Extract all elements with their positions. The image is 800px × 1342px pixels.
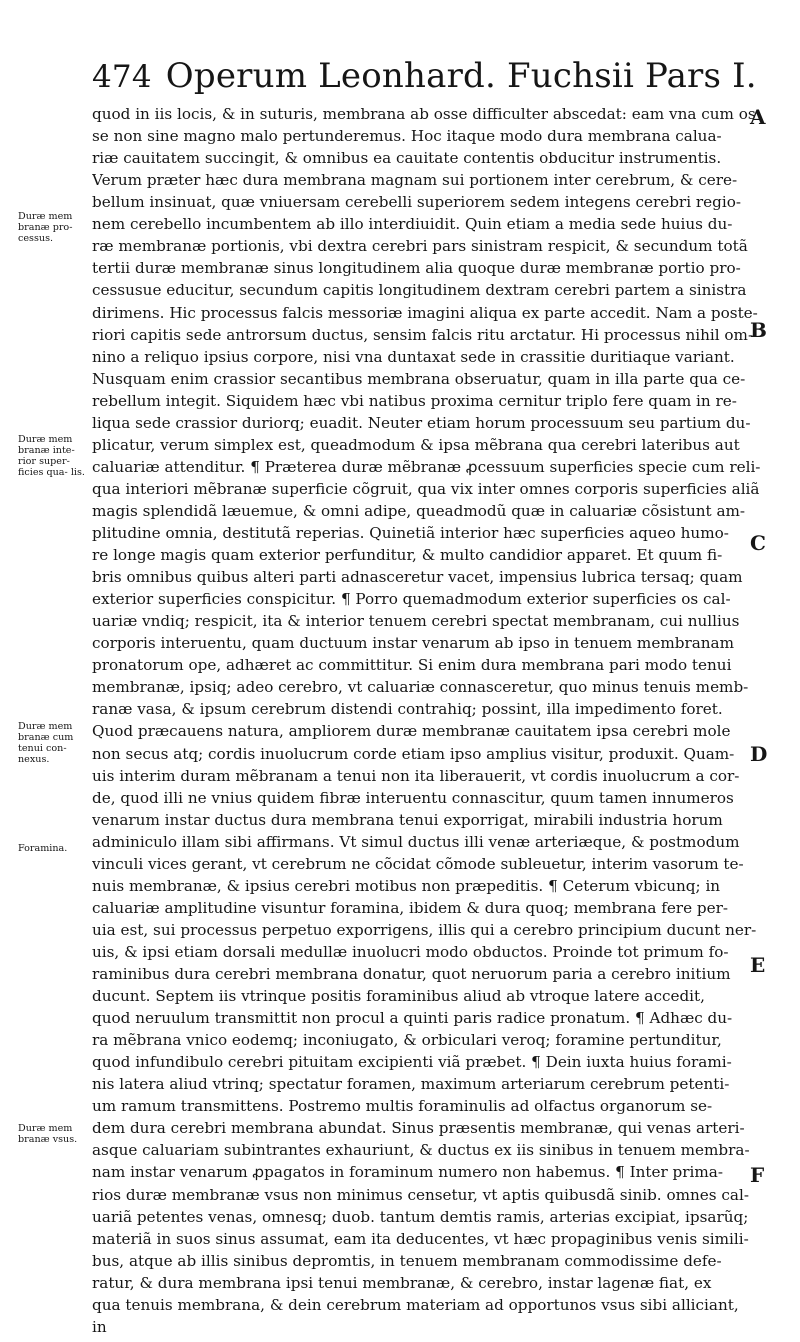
text-line: bellum insinuat, quæ vniuersam cerebelli superiorem sedem integens cerebri regio- (92, 193, 741, 212)
text-line: caluariæ attenditur. ¶ Præterea duræ mẽbranæ ꝓcessuum superficies specie cum reli- (92, 457, 761, 476)
text-line: quod infundibulo cerebri pituitam excipienti viã præbet. ¶ Dein iuxta huius forami- (92, 1053, 732, 1072)
text-line: uis interim duram mẽbranam a tenui non ita liberauerit, vt cordis inuolucrum a cor- (92, 766, 740, 785)
text-line: nino a reliquo ipsius corpore, nisi vna duntaxat sede in crassitie duritiaque variant. (92, 347, 735, 366)
text-line: raminibus dura cerebri membrana donatur, quot neruorum paria a cerebro initium (92, 965, 731, 983)
section-letter-c: C (750, 531, 766, 555)
margin-note-vsus: Duræ mem branæ vsus. (18, 1123, 78, 1145)
text-line: tertii duræ membranæ sinus longitudinem alia quoque duræ membranæ portio pro- (92, 259, 741, 278)
text-line: liqua sede crassior duriorq; euadit. Neuter etiam horum processuum seu partium du- (92, 413, 751, 432)
section-letter-a: A (750, 105, 766, 129)
text-line: quod neruulum transmittit non procul a quinti paris radice pronatum. ¶ Adhæc du- (92, 1009, 733, 1028)
text-line: exterior superficies conspicitur. ¶ Porro quemadmodum exterior superficies os cal- (92, 590, 731, 609)
text-line: pronatorum ope, adhæret ac committitur. Si enim dura membrana pari modo tenui (92, 656, 732, 675)
margin-note-superficies: Duræ mem branæ inte- rior super- ficies qua- lis. (18, 434, 85, 478)
text-line: Quod præcauens natura, ampliorem duræ membranæ cauitatem ipsa cerebri mole (92, 722, 731, 741)
text-line: Nusquam enim crassior secantibus membrana obseruatur, quam in illa parte qua ce- (92, 369, 746, 388)
text-line: corporis interuentu, quam ductuum instar venarum ab ipso in tenuem membranam (92, 634, 734, 653)
text-line: venarum instar ductus dura membrana tenui exporrigat, mirabili industria horum (92, 810, 723, 829)
text-line: ducunt. Septem iis vtrinque positis foraminibus aliud ab vtroque latere accedit, (92, 987, 705, 1005)
text-line: materiã in suos sinus assumat, eam ita deducentes, vt hæc propaginibus venis simili- (92, 1229, 749, 1248)
text-line: riori capitis sede antrorsum ductus, sensim falcis ritu arctatur. Hi processus nihil om- (92, 325, 754, 344)
text-line: bus, atque ab illis sinibus depromtis, in tenuem membranam commodissime defe- (92, 1251, 722, 1270)
text-line: in (92, 1317, 107, 1336)
margin-note-connexus: Duræ mem branæ cum tenui con- nexus. (18, 721, 74, 765)
margin-note-foramina: Foramina. (18, 843, 68, 854)
page-header (92, 56, 757, 96)
text-line: non secus atq; cordis inuolucrum corde etiam ipso amplius visitur, produxit. Quam- (92, 744, 735, 763)
text-line: re longe magis quam exterior perfunditur, & multo candidior apparet. Et quum fi- (92, 546, 723, 564)
text-line: de, quod illi ne vnius quidem fibræ interuentu connascitur, quum tamen innumeros (92, 788, 734, 807)
text-line: asque caluariam subintrantes exhauriunt, & ductus ex iis sinibus in tenuem membra- (92, 1141, 750, 1160)
text-line: nuis membranæ, & ipsius cerebri motibus non præpeditis. ¶ Ceterum vbicunq; in (92, 876, 721, 895)
text-line: qua tenuis membrana, & dein cerebrum materiam ad opportunos vsus sibi alliciant, (92, 1295, 739, 1314)
section-letter-d: D (750, 742, 768, 766)
text-line: uariã petentes venas, omnesq; duob. tantum demtis ramis, arterias excipiat, ipsarũq; (92, 1207, 749, 1226)
text-line: quod in iis locis, & in suturis, membrana ab osse difficulter abscedat: eam vna cum os (92, 105, 756, 123)
text-line: nam instar venarum ꝓpagatos in foraminum numero non habemus. ¶ Inter prima- (92, 1163, 723, 1182)
text-line: uia est, sui processus perpetuo exporrigens, illis qui a cerebro principium ducunt ner- (92, 920, 757, 939)
text-line: nem cerebello incumbentem ab illo interdiuidit. Quin etiam a media sede huius du- (92, 215, 733, 234)
text-line: se non sine magno malo pertunderemus. Hoc itaque modo dura membrana calua- (92, 127, 722, 145)
margin-note-processus: Duræ mem branæ pro- cessus. (18, 211, 73, 244)
text-line: dirimens. Hic processus falcis messoriæ imagini aliqua ex parte accedit. Nam a poste- (92, 303, 758, 322)
text-line: rios duræ membranæ vsus non minimus censetur, vt aptis quibusdã sinib. omnes cal- (92, 1185, 749, 1204)
text-line: ranæ vasa, & ipsum cerebrum distendi contrahiq; possint, illa impedimento foret. (92, 700, 723, 719)
page-number: 474 (92, 59, 152, 95)
text-line: bris omnibus quibus alteri parti adnasceretur vacet, impensius lubrica tersaq; quam (92, 568, 743, 586)
text-line: dem dura cerebri membrana abundat. Sinus præsentis membranæ, qui venas arteri- (92, 1119, 745, 1138)
text-line: um ramum transmittens. Postremo multis foraminulis ad olfactus organorum se- (92, 1097, 713, 1116)
text-line: vinculi vices gerant, vt cerebrum ne cõcidat cõmode subleuetur, interim vasorum te- (92, 854, 744, 873)
text-line: qua interiori mẽbranæ superficie cõgruit, qua vix inter omnes corporis superficies aliã (92, 479, 760, 498)
text-line: adminiculo illam sibi affirmans. Vt simul ductus illi venæ arteriæque, & postmodum (92, 832, 740, 851)
section-letter-b: B (750, 318, 767, 342)
text-line: magis splendidã læuemue, & omni adipe, queadmodũ quæ in caluariæ cõsistunt am- (92, 501, 746, 520)
text-line: plitudine omnia, destitutã reperias. Quinetiã interior hæc superficies aqueo humo- (92, 524, 729, 542)
text-line: riæ cauitatem succingit, & omnibus ea cauitate contentis obducitur instrumentis. (92, 149, 722, 168)
running-title: Operum Leonhard. Fuchsii Pars I. (165, 56, 757, 96)
text-line: rebellum integit. Siquidem hæc vbi natibus proxima cernitur triplo fere quam in re- (92, 391, 737, 410)
text-line: nis latera aliud vtrinq; spectatur foramen, maximum arteriarum cerebrum petenti- (92, 1075, 730, 1094)
text-line: Verum præter hæc dura membrana magnam sui portionem inter cerebrum, & cere- (92, 171, 738, 190)
text-line: caluariæ amplitudine visuntur foramina, ibidem & dura quoq; membrana fere per- (92, 898, 728, 917)
text-line: plicatur, verum simplex est, queadmodum & ipsa mẽbrana qua cerebri lateribus aut (92, 435, 740, 454)
text-line: cessusue educitur, secundum capitis longitudinem dextram cerebri partem a sinistra (92, 281, 747, 300)
text-line: ratur, & dura membrana ipsi tenui membranæ, & cerebro, instar lagenæ fiat, ex (92, 1273, 712, 1292)
text-line: uariæ vndiq; respicit, ita & interior tenuem cerebri spectat membranam, cui nullius (92, 612, 740, 631)
text-line: uis, & ipsi etiam dorsali medullæ inuolucri modo obductos. Proinde tot primum fo- (92, 942, 729, 961)
section-letter-e: E (750, 953, 766, 977)
text-line: ræ membranæ portionis, vbi dextra cerebri pars sinistram respicit, & secundum totã (92, 237, 748, 256)
text-line: membranæ, ipsiq; adeo cerebro, vt caluariæ connasceretur, quo minus tenuis memb- (92, 678, 749, 697)
text-line: ra mẽbrana vnico eodemq; inconiugato, & orbiculari veroq; foramine pertunditur, (92, 1031, 722, 1050)
section-letter-f: F (750, 1163, 765, 1187)
